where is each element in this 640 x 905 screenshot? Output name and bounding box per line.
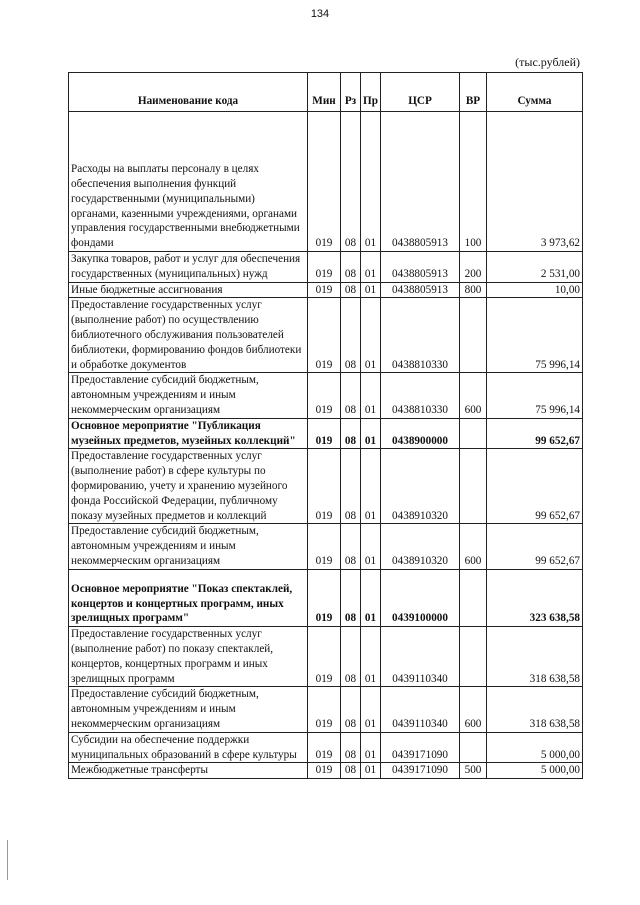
row-csr: 0438805913 <box>381 252 460 283</box>
row-name: Предоставление субсидий бюджетным, автономным учреждениям и иным некоммерческим организациям <box>69 373 308 418</box>
row-min: 019 <box>308 449 341 524</box>
row-pr: 01 <box>361 418 381 449</box>
row-csr: 0438810330 <box>381 373 460 418</box>
row-vr <box>460 569 487 626</box>
row-vr: 600 <box>460 687 487 732</box>
row-vr <box>460 449 487 524</box>
header-rz: Рз <box>341 73 361 112</box>
row-name: Предоставление государственных услуг (выполнение работ) по осуществлению библиотечного обслуживания пользователей библиотеки, формированию фондов библиотеки и обработке документов <box>69 298 308 373</box>
units-label: (тыс.рублей) <box>515 55 580 69</box>
table-row <box>69 449 583 524</box>
row-min: 019 <box>308 252 341 283</box>
row-rz: 08 <box>341 732 361 763</box>
row-name: Предоставление государственных услуг (выполнение работ) в сфере культуры по формированию, учету и хранению музейного фонда Российской Федерации, публичному показу музейных предметов и коллекций <box>69 449 308 524</box>
row-rz: 08 <box>341 282 361 298</box>
row-vr: 600 <box>460 524 487 569</box>
row-rz: 08 <box>341 252 361 283</box>
header-sum: Сумма <box>487 73 583 112</box>
page-number: 134 <box>310 8 330 20</box>
row-vr: 200 <box>460 252 487 283</box>
row-vr: 600 <box>460 373 487 418</box>
row-pr: 01 <box>361 449 381 524</box>
row-sum: 5 000,00 <box>487 732 583 763</box>
row-sum: 323 638,58 <box>487 569 583 626</box>
row-csr: 0439100000 <box>381 569 460 626</box>
table-row <box>69 687 583 732</box>
row-csr: 0438810330 <box>381 298 460 373</box>
row-pr: 01 <box>361 569 381 626</box>
row-csr: 0439171090 <box>381 732 460 763</box>
row-name: Межбюджетные трансферты <box>69 763 308 779</box>
row-min: 019 <box>308 627 341 687</box>
row-pr: 01 <box>361 524 381 569</box>
row-pr: 01 <box>361 627 381 687</box>
row-sum: 2 531,00 <box>487 252 583 283</box>
header-name: Наименование кода <box>69 73 308 112</box>
row-sum: 318 638,58 <box>487 627 583 687</box>
table-row <box>69 112 583 252</box>
row-min: 019 <box>308 418 341 449</box>
table-row <box>69 763 583 779</box>
row-pr: 01 <box>361 252 381 283</box>
table-row <box>69 252 583 283</box>
row-name: Предоставление государственных услуг (выполнение работ) по показу спектаклей, концертов, концертных программ и иных зрелищных программ <box>69 627 308 687</box>
row-pr: 01 <box>361 687 381 732</box>
scan-edge-mark <box>7 840 8 880</box>
row-min: 019 <box>308 373 341 418</box>
row-rz: 08 <box>341 112 361 252</box>
table-row <box>69 373 583 418</box>
row-rz: 08 <box>341 627 361 687</box>
table-row <box>69 524 583 569</box>
table-row <box>69 732 583 763</box>
table-header-row <box>69 73 583 112</box>
header-vr: ВР <box>460 73 487 112</box>
row-pr: 01 <box>361 732 381 763</box>
row-min: 019 <box>308 298 341 373</box>
row-vr: 500 <box>460 763 487 779</box>
budget-table <box>68 72 583 779</box>
row-sum: 5 000,00 <box>487 763 583 779</box>
row-csr: 0438910320 <box>381 449 460 524</box>
row-rz: 08 <box>341 298 361 373</box>
row-vr: 800 <box>460 282 487 298</box>
table-row <box>69 282 583 298</box>
row-pr: 01 <box>361 298 381 373</box>
header-csr: ЦСР <box>381 73 460 112</box>
row-pr: 01 <box>361 763 381 779</box>
row-rz: 08 <box>341 763 361 779</box>
row-name: Основное мероприятие "Показ спектаклей, концертов и концертных программ, иных зрелищных программ" <box>69 569 308 626</box>
row-rz: 08 <box>341 418 361 449</box>
row-min: 019 <box>308 732 341 763</box>
row-vr: 100 <box>460 112 487 252</box>
row-rz: 08 <box>341 373 361 418</box>
row-sum: 99 652,67 <box>487 449 583 524</box>
row-sum: 99 652,67 <box>487 418 583 449</box>
row-name: Основное мероприятие "Публикация музейных предметов, музейных коллекций" <box>69 418 308 449</box>
row-vr <box>460 732 487 763</box>
row-min: 019 <box>308 687 341 732</box>
row-min: 019 <box>308 569 341 626</box>
row-csr: 0438910320 <box>381 524 460 569</box>
row-rz: 08 <box>341 687 361 732</box>
row-sum: 318 638,58 <box>487 687 583 732</box>
table-row <box>69 627 583 687</box>
row-min: 019 <box>308 763 341 779</box>
table-row <box>69 298 583 373</box>
table-row <box>69 418 583 449</box>
row-csr: 0438900000 <box>381 418 460 449</box>
row-csr: 0438805913 <box>381 282 460 298</box>
table-row <box>69 569 583 626</box>
row-vr <box>460 627 487 687</box>
row-csr: 0439110340 <box>381 627 460 687</box>
row-name: Закупка товаров, работ и услуг для обеспечения государственных (муниципальных) нужд <box>69 252 308 283</box>
row-name: Расходы на выплаты персоналу в целях обеспечения выполнения функций государственными (муниципальными) органами, казенными учреждениями, органами управления государственными внебюджетными фондами <box>69 112 308 252</box>
row-name: Предоставление субсидий бюджетным, автономным учреждениям и иным некоммерческим организациям <box>69 687 308 732</box>
row-csr: 0439171090 <box>381 763 460 779</box>
row-rz: 08 <box>341 449 361 524</box>
row-name: Иные бюджетные ассигнования <box>69 282 308 298</box>
row-min: 019 <box>308 282 341 298</box>
row-vr <box>460 298 487 373</box>
row-pr: 01 <box>361 112 381 252</box>
row-csr: 0439110340 <box>381 687 460 732</box>
header-min: Мин <box>308 73 341 112</box>
row-name: Предоставление субсидий бюджетным, автономным учреждениям и иным некоммерческим организациям <box>69 524 308 569</box>
row-sum: 75 996,14 <box>487 298 583 373</box>
row-min: 019 <box>308 112 341 252</box>
row-sum: 75 996,14 <box>487 373 583 418</box>
row-vr <box>460 418 487 449</box>
row-pr: 01 <box>361 373 381 418</box>
row-sum: 10,00 <box>487 282 583 298</box>
row-sum: 99 652,67 <box>487 524 583 569</box>
row-sum: 3 973,62 <box>487 112 583 252</box>
header-pr: Пр <box>361 73 381 112</box>
row-min: 019 <box>308 524 341 569</box>
row-rz: 08 <box>341 569 361 626</box>
row-csr: 0438805913 <box>381 112 460 252</box>
row-rz: 08 <box>341 524 361 569</box>
row-name: Субсидии на обеспечение поддержки муниципальных образований в сфере культуры <box>69 732 308 763</box>
row-pr: 01 <box>361 282 381 298</box>
